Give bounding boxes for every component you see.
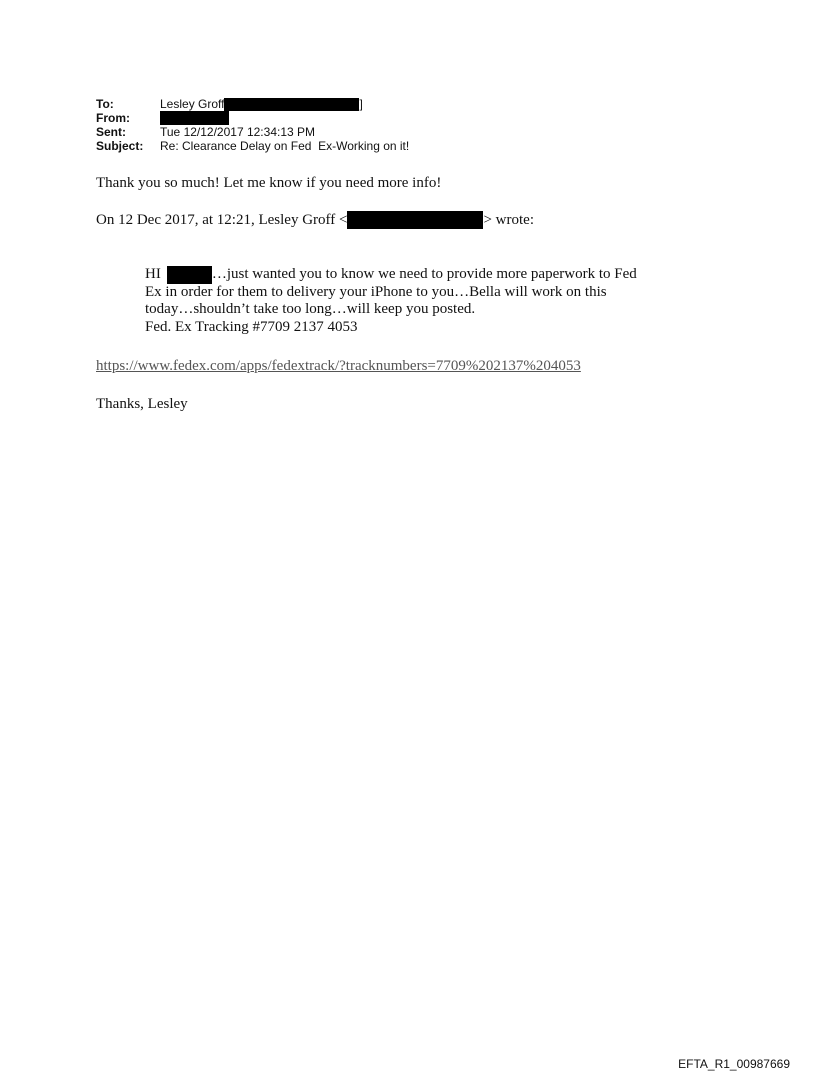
from-value [160, 111, 229, 125]
from-label: From: [96, 111, 130, 125]
subject-row [96, 139, 409, 153]
redaction-box [167, 266, 212, 284]
signoff: Thanks, Lesley [96, 396, 188, 412]
redaction-box [347, 211, 483, 229]
to-bracket: ] [359, 97, 363, 111]
sent-row [96, 125, 409, 139]
quoted-message [145, 266, 637, 336]
attribution-prefix: On 12 Dec 2017, at 12:21, Lesley Groff < [96, 211, 348, 228]
sent-value: Tue 12/12/2017 12:34:13 PM [160, 125, 316, 139]
document-id: EFTA_R1_00987669 [678, 1057, 790, 1071]
quoted-greeting: HI [145, 266, 161, 282]
quoted-line-1: …just wanted you to know we need to provide more paperwork to Fed [211, 266, 637, 282]
from-row [96, 111, 409, 125]
quote-attribution [96, 211, 534, 229]
to-row [96, 97, 409, 111]
to-label: To: [96, 97, 114, 111]
redaction-box [160, 111, 229, 125]
redaction-box [224, 98, 359, 111]
reply-text: Thank you so much! Let me know if you need more info! [96, 175, 442, 191]
email-header [96, 97, 409, 153]
quoted-line-3: today…shouldn’t take too long…will keep you posted. [145, 301, 476, 317]
to-name: Lesley Groff [160, 97, 225, 111]
attribution-suffix: > wrote: [483, 211, 534, 228]
quoted-line-2: Ex in order for them to delivery your iPhone to you…Bella will work on this [145, 283, 607, 300]
sent-label: Sent: [96, 125, 126, 139]
subject-label: Subject: [96, 139, 144, 153]
to-value [160, 97, 363, 111]
subject-value: Re: Clearance Delay on Fed Ex-Working on it! [160, 139, 410, 153]
quoted-line-4: Fed. Ex Tracking #7709 2137 4053 [145, 318, 358, 335]
fedex-tracking-link[interactable]: https://www.fedex.com/apps/fedextrack/?tracknumbers=7709%202137%204053 [96, 358, 581, 374]
quoted-line [145, 266, 637, 284]
